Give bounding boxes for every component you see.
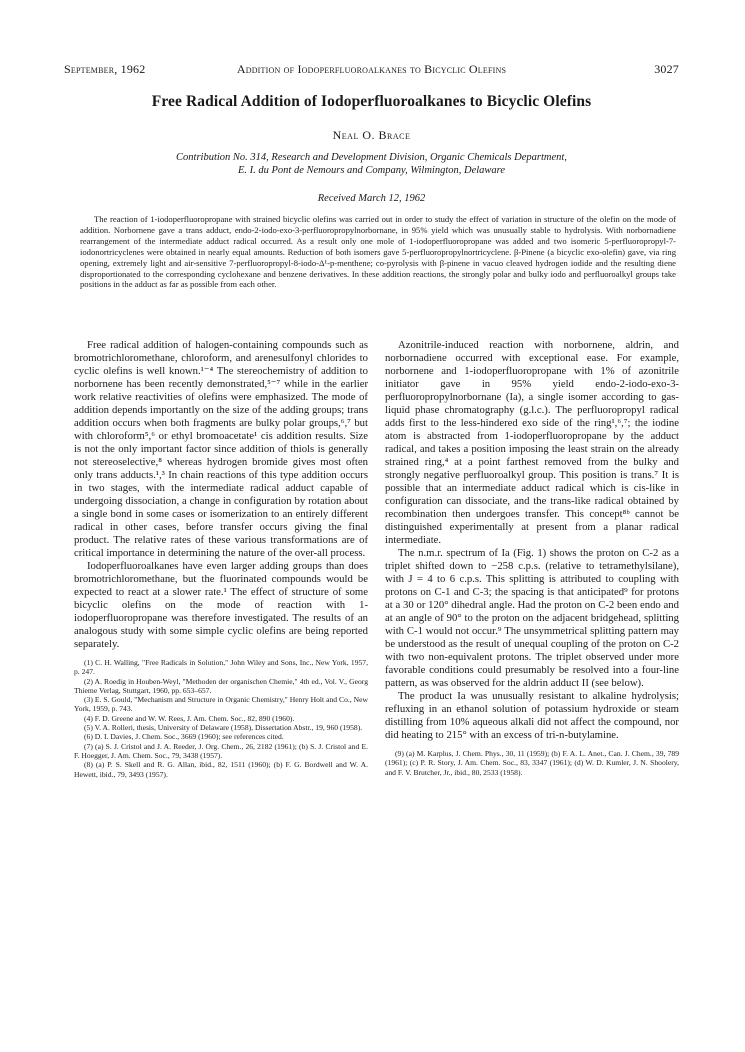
article-author: Neal O. Brace	[332, 128, 411, 142]
body-paragraph: Free radical addition of halogen-containing compounds such as bromotrichloromethane, chloroform, and arenesulfonyl chlorides to cyclic olefins is well known.¹⁻⁴ The stereochemistry of addition to norbornene has been recently demonstrated,⁵⁻⁷ while in the earlier work relative reactivities of olefins were emphasized. The mode of addition depends importantly on the size of the adding groups; trans addition occurs when both fragments are bulky polar groups,⁶,⁷ but with chloroform⁵,⁶ or ethyl bromoacetate¹ cis addition results. Size is not the only important factor since addition of thiols is generally not stereoselective,⁸ whereas hydrogen bromide gives most often only trans adducts.¹,³ In chain reactions of this type addition occurs in two stages, with the intermediate radical adduct capable of undergoing dissociation, a change in configuration by rotation about a single bond in some cases or isomerization to an entirely different radical in other cases, before transfer occurs giving the final product. The relative rates of these various transformations are of critical importance in determining the nature of the over-all process.	[74, 339, 368, 559]
running-header	[64, 62, 679, 78]
footnote: (1) C. H. Walling, "Free Radicals in Solution," John Wiley and Sons, Inc., New York, 1957, p. 247.	[74, 658, 368, 677]
body-paragraph: The product Ia was unusually resistant to alkaline hydrolysis; refluxing in an ethanol solution of potassium hydroxide or steam distilling from 10% aqueous alkali did not affect the compound, nor did heating to 215° with an excess of tri-n-butylamine.	[385, 690, 679, 741]
body-paragraph: Iodoperfluoroalkanes have even larger adding groups than does bromotrichloromethane, but the fluorinated compounds would be expected to react at a slower rate.¹ The effect of structure of some bicyclic olefins on the mode of reaction with 1-iodoperfluoropropane was therefore investigated. The results of an analogous study with some simple cyclic olefins are being reported separately.	[74, 560, 368, 650]
footnote: (3) E. S. Gould, "Mechanism and Structure in Organic Chemistry," Henry Holt and Co., New York, 1959, p. 743.	[74, 695, 368, 714]
header-date: September, 1962	[64, 62, 146, 76]
footnote-references	[385, 749, 679, 777]
header-page-number: 3027	[654, 62, 679, 76]
left-column	[74, 339, 368, 779]
affiliation-line: Contribution No. 314, Research and Development Division, Organic Chemicals Department,	[176, 152, 567, 163]
footnote: (2) A. Roedig in Houben-Weyl, "Methoden der organischen Chemie," 4th ed., Vol. V., Georg Thieme Verlag, Stuttgart, 1960, pp. 653–657.	[74, 676, 368, 695]
right-column	[385, 339, 679, 777]
footnote: (6) D. I. Davies, J. Chem. Soc., 3669 (1960); see references cited.	[84, 732, 284, 742]
received-date: Received March 12, 1962	[317, 193, 426, 204]
footnote: (5) V. A. Rolleri, thesis, University of Delaware (1958), Dissertation Abstr., 19, 960 (1958).	[84, 723, 363, 733]
footnote: (7) (a) S. J. Cristol and J. A. Reeder, J. Org. Chem., 26, 2182 (1961); (b) S. J. Cristol and E. F. Hoegger, J. Am. Chem. Soc., 79, 3438 (1957).	[74, 741, 368, 760]
footnote: (8) (a) P. S. Skell and R. G. Allan, ibid., 82, 1511 (1960); (b) F. G. Bordwell and W. A. Hewett, ibid., 79, 3493 (1957).	[74, 760, 368, 779]
body-paragraph: Azonitrile-induced reaction with norbornene, aldrin, and norbornadiene occurred with exceptional ease. For example, norbornene and 1-iodoperfluoropropane with 1% of azonitrile initiator gave in 95% yield endo-2-iodo-exo-3-perfluoropropylnorbornane (Ia), a single isomer according to gas-liquid phase chromatography (g.l.c.). The perfluoropropyl radical adds first to the less-hindered exo side of the ring¹,⁶,⁷; the iodine atom is abstracted from 1-iodoperfluoropropane by the adduct radical, and takes a position imposing the least strain on the already strained ring,⁴ at a point farthest removed from the bulky and strongly negative perfluoroalkyl group. This position is trans.⁷ It is possible that an intermediate adduct radical which is cis-like in configuration can dissociate, and the trans-like radical obtained by recombination then undergoes transfer. This concept⁸ᵇ cannot be distinguished experimentally at present from a planar radical intermediate.	[385, 339, 679, 546]
footnote: (4) F. D. Greene and W. W. Rees, J. Am. Chem. Soc., 82, 890 (1960).	[84, 713, 295, 723]
abstract: The reaction of 1-iodoperfluoropropane with strained bicyclic olefins was carried out in order to study the effect of variation in structure of the olefin on the mode of addition. Norbornene gave a trans adduct, endo-2-iodo-exo-3-perfluoropropylnorbornane, in 95% yield which was unusually stable to hydrolysis. With norbornadiene rearrangement of the intermediate adduct radical occurred. As a result only one mole of 1-iodoperfluoropropane was added and two isomeric 5-perfluoropropyl-7-iodonortricyclenes were obtained in nearly equal amounts. Reduction of both isomers gave 5-perfluoropropylnortricyclene. β-Pinene (a bicyclic exo-olefin) gave, via ring opening, extremely light and air-sensitive 7-perfluoropropyl-8-iodo-Δ¹-p-menthene; co-pyrolysis with β-pinene in vacuo cleaved hydrogen iodide and the resulting diene disproportionated to the corresponding cyclohexane and benzene derivatives. In these addition reactions, the strongly polar and bulky iodo and perfluoroalkyl groups take positions in the adduct as far as possible from each other.	[80, 214, 676, 290]
footnote: (9) (a) M. Karplus, J. Chem. Phys., 30, 11 (1959); (b) F. A. L. Anet., Can. J. Chem., 39, 789 (1961); (c) P. R. Story, J. Am. Chem. Soc., 83, 3347 (1961); (d) W. D. Kumler, J. N. Shoolery, and F. V. Brutcher, Jr., ibid., 80, 2533 (1958).	[385, 749, 679, 777]
footnote-references	[74, 658, 368, 779]
affiliation-line: E. I. du Pont de Nemours and Company, Wilmington, Delaware	[237, 165, 506, 176]
header-running-title: Addition of Iodoperfluoroalkanes to Bicyclic Olefins	[236, 62, 507, 76]
author-affiliation	[64, 151, 679, 177]
body-paragraph: The n.m.r. spectrum of Ia (Fig. 1) shows the proton on C-2 as a triplet shifted down to −258 c.p.s. (relative to tetramethylsilane), with J = 4 to 6 c.p.s. This splitting is attributed to coupling with protons on C-1 and C-3; the spacing is that anticipated⁹ for protons at a 30 or 120° dihedral angle. Had the proton on C-2 been endo and at an angle of 90° to the proton on the adjacent bridgehead, splitting with C-1 would not occur.⁹ The unsymmetrical splitting pattern may be understood as the result of unequal coupling of the proton on C-2 with two non-equivalent protons. The triplet observed under more favorable conditions could presumably be resolved into a four-line pattern, as was observed for the aldrin adduct II (see below).	[385, 547, 679, 689]
article-title: Free Radical Addition of Iodoperfluoroalkanes to Bicyclic Olefins	[151, 93, 592, 110]
